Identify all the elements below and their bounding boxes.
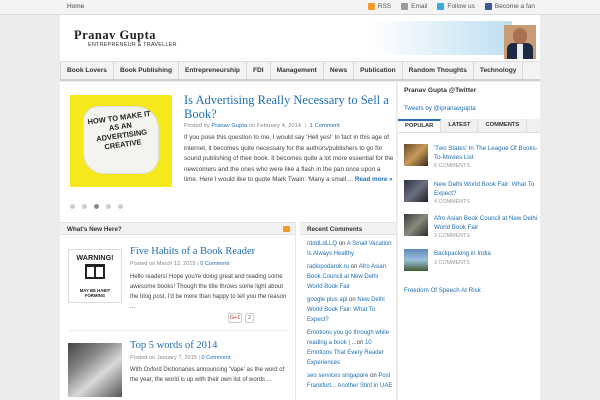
featured-meta-prefix: Posted by xyxy=(184,123,210,129)
social-links xyxy=(368,3,535,10)
list-item xyxy=(404,214,540,242)
site-tagline: ENTREPRENEUR & TRAVELLER xyxy=(88,42,177,48)
become-a-fan-link[interactable] xyxy=(485,3,535,10)
nav-random-thoughts[interactable]: Random Thoughts xyxy=(403,62,474,79)
header-banner xyxy=(372,21,512,55)
main-nav xyxy=(60,61,540,81)
slider-dot[interactable] xyxy=(70,204,75,209)
recent-comments-list xyxy=(307,239,393,394)
comment-post-link[interactable]: Afro Asian Book Council at New Delhi World Book Fair xyxy=(307,264,387,290)
nav-book-publishing[interactable]: Book Publishing xyxy=(114,62,179,79)
featured-title[interactable]: Is Advertising Really Necessary to Sell a Book? xyxy=(184,93,389,121)
post-title[interactable]: Top 5 words of 2014 xyxy=(130,340,218,351)
slider-dot[interactable] xyxy=(82,204,87,209)
share-buttons xyxy=(228,313,254,323)
comment-author-link[interactable]: Emotions you go through while reading a book | xyxy=(307,330,390,346)
post-comments-link[interactable]: 0 Comment xyxy=(201,355,231,361)
nav-news[interactable]: News xyxy=(324,62,354,79)
comment-author-link[interactable]: radiopodarok.ru xyxy=(307,264,350,270)
comment-post-link[interactable]: New Delhi World Book Fair: What To Expect? xyxy=(307,297,385,323)
rss-label: RSS xyxy=(377,3,392,10)
tab-popular[interactable]: POPULAR xyxy=(398,119,441,132)
rss-icon xyxy=(368,3,375,10)
popular-comment-count: 6 COMMENTS xyxy=(434,163,470,169)
popular-title[interactable]: Afro Asian Book Council at New Delhi World Book Fair xyxy=(434,215,538,231)
post-comments-link[interactable]: 0 Comment xyxy=(200,261,230,267)
list-item: radiopodarok.ru on Afro Asian Book Council at New Delhi World Book Fair xyxy=(307,264,387,290)
site-header xyxy=(60,15,540,61)
sidebar-tabs xyxy=(398,119,540,133)
list-item xyxy=(404,249,540,277)
post-thumbnail[interactable] xyxy=(68,343,122,397)
popular-title[interactable]: Backpacking in India xyxy=(434,250,491,257)
comment-author-link[interactable]: seo services singapore xyxy=(307,373,369,379)
post-excerpt: With Oxford Dictionaries announcing 'Vape' as the word of the year, the world is up with their own list of words ... xyxy=(130,367,285,383)
list-item xyxy=(404,144,540,172)
featured-slider xyxy=(60,82,396,216)
thumbnail-caption: MAY BE HABIT FORMING xyxy=(79,288,111,298)
whats-new-header xyxy=(60,222,295,235)
popular-thumbnail[interactable] xyxy=(404,144,428,166)
post-meta: Posted on March 12, 2015 | 0 Comment xyxy=(130,261,230,267)
read-more-link[interactable]: Read more » xyxy=(354,176,393,184)
comment-author-link[interactable]: rdddLdLLQ xyxy=(307,241,338,247)
popular-comment-count: 3 COMMENTS xyxy=(434,260,470,266)
tweets-link[interactable]: Tweets by @ipranavgupta xyxy=(404,105,476,112)
list-item xyxy=(404,180,540,208)
rss-link[interactable] xyxy=(368,3,391,10)
post-title[interactable]: Five Habits of a Book Reader xyxy=(130,246,256,257)
email-label: Email xyxy=(411,3,428,10)
email-icon xyxy=(401,3,408,10)
sidebar xyxy=(398,82,540,400)
post-date: Posted on March 12, 2015 xyxy=(130,261,196,267)
nav-publication[interactable]: Publication xyxy=(354,62,403,79)
featured-comments-link[interactable]: 1 Comment xyxy=(309,123,340,129)
post-thumbnail[interactable] xyxy=(68,249,122,303)
post-excerpt: Hello readers! Hope you're doing great and reading some awesome books! Though the title throws some light about the blog post, I'd be more than happy to tell you the reason ... xyxy=(130,274,287,310)
facebook-icon xyxy=(485,3,492,10)
slider-dot[interactable] xyxy=(118,204,123,209)
top-bar xyxy=(0,0,600,15)
post-divider xyxy=(68,330,290,331)
email-link[interactable] xyxy=(401,3,427,10)
follow-us-link[interactable] xyxy=(437,3,474,10)
popular-thumbnail[interactable] xyxy=(404,180,428,202)
popular-thumbnail[interactable] xyxy=(404,249,428,271)
post-date: Posted on January 7, 2015 xyxy=(130,355,197,361)
nav-fdi[interactable]: FDI xyxy=(247,62,271,79)
google-plus-button[interactable]: G+1 xyxy=(229,315,241,321)
featured-image[interactable] xyxy=(70,95,172,187)
comment-post-link[interactable]: 10 Emotions That Every Reader Experiences xyxy=(307,340,384,366)
featured-image-text: HOW TO MAKE IT AS AN ADVERTISING CREATIVE xyxy=(86,108,152,152)
slider-dot[interactable] xyxy=(106,204,111,209)
main-content xyxy=(60,82,396,400)
post-meta: Posted on January 7, 2015 | 0 Comment xyxy=(130,355,231,361)
comment-author-link[interactable]: google plus api xyxy=(307,297,348,303)
nav-book-lovers[interactable]: Book Lovers xyxy=(60,62,114,79)
popular-thumbnail[interactable] xyxy=(404,214,428,236)
nav-entrepreneurship[interactable]: Entrepreneurship xyxy=(179,62,247,79)
whats-new-heading: What's New Here? xyxy=(67,226,122,233)
comment-post-link[interactable]: A Small Vacation Is Always Healthy xyxy=(307,241,392,257)
share-count: 2 xyxy=(245,313,254,323)
featured-excerpt-text: If you pose this question to me, I would say 'Hell yes!' In fact in this age of internet, it becomes quite necessary for the authors/publishers to go for sound publishing of their book. It becomes quite a lot more essential for the newcomers and the ones who were like a flash in the pan once upon a time. Here I would like to quote Mark Twain: 'Many a small ... xyxy=(184,134,394,184)
whats-new-section xyxy=(60,222,296,400)
list-item: google plus api on New Delhi World Book Fair: What To Expect? xyxy=(307,297,385,323)
popular-title[interactable]: 'Two States' In The League Of Books-To-Movies List xyxy=(434,145,538,161)
featured-excerpt xyxy=(184,133,394,186)
book-icon xyxy=(85,264,105,279)
thumbnail-title: WARNING! xyxy=(76,253,114,262)
freedom-of-speech-link[interactable]: Freedom Of Speech At Risk xyxy=(404,287,481,294)
popular-title[interactable]: New Delhi World Book Fair: What To Expect? xyxy=(434,181,535,197)
author-photo xyxy=(504,25,536,59)
list-item: rdddLdLLQ on A Small Vacation Is Always Healthy xyxy=(307,241,392,257)
popular-comment-count: 3 COMMENTS xyxy=(434,233,470,239)
list-item: Emotions you go through while reading a book | ...on 10 Emotions That Every Reader Experiences xyxy=(307,330,390,366)
rss-icon[interactable] xyxy=(283,226,290,232)
twitter-icon xyxy=(437,3,444,10)
become-a-fan-label: Become a fan xyxy=(494,3,535,10)
list-item xyxy=(60,244,295,334)
comment-post-link[interactable]: Post Frankfurt... Another Stint in UAE xyxy=(307,373,393,389)
featured-meta: Posted by Pranav Gupta on February 4, 2014 | 1 Comment xyxy=(184,123,340,129)
list-item: seo services singapore on Post Frankfurt... Another Stint in UAE xyxy=(307,373,393,389)
home-link[interactable]: Home xyxy=(67,3,85,10)
recent-comments-section xyxy=(300,222,396,400)
tab-latest[interactable]: LATEST xyxy=(441,119,478,132)
recent-comments-header xyxy=(300,222,396,235)
follow-us-label: Follow us xyxy=(447,3,475,10)
recent-comments-heading: Recent Comments xyxy=(307,226,363,233)
site-title[interactable]: Pranav Gupta xyxy=(74,28,157,42)
nav-technology[interactable]: Technology xyxy=(474,62,524,79)
featured-author-link[interactable]: Pranav Gupta xyxy=(211,123,248,129)
nav-management[interactable]: Management xyxy=(271,62,324,79)
list-item xyxy=(60,337,295,400)
tab-comments[interactable]: COMMENTS xyxy=(478,119,527,132)
popular-comment-count: 4 COMMENTS xyxy=(434,199,470,205)
twitter-heading: Pranav Gupta @Twitter xyxy=(404,87,477,94)
featured-date: on February 4, 2014 xyxy=(248,123,302,129)
slider-dot-active[interactable] xyxy=(94,204,99,209)
slider-pagination xyxy=(70,204,123,209)
